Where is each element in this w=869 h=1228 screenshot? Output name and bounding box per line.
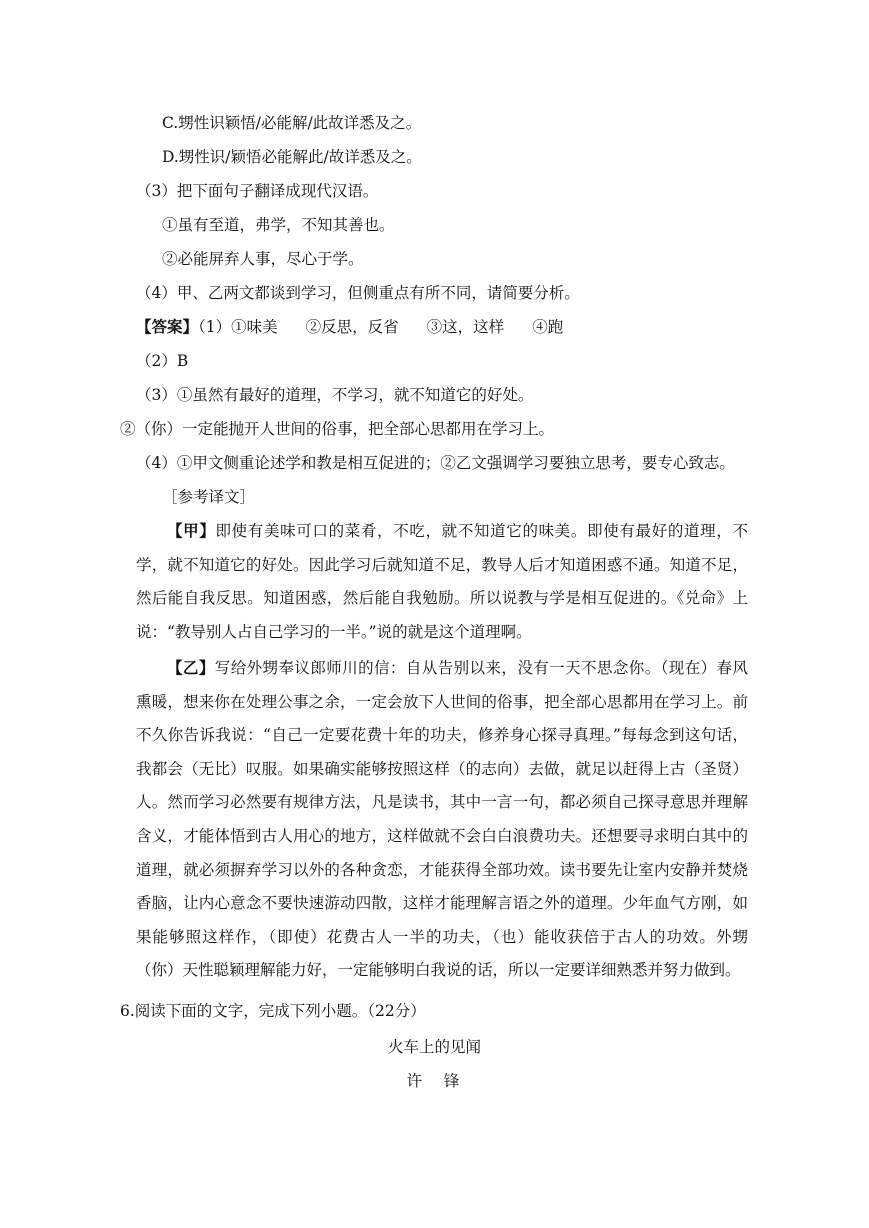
answer-1-item: ③这，这样 [426,318,505,336]
option-d: D.甥性识/颖悟必能解此/故详悉及之。 [162,148,422,166]
answer-2: （2）B [136,352,189,370]
answer-1-number: （1） [198,318,232,336]
question-3-prompt: （3）把下面句子翻译成现代汉语。 [136,182,379,200]
answer-3-part-1: （3）①虽然有最好的道理，不学习，就不知道它的好处。 [136,386,534,404]
article-author [0,1070,869,1092]
article-author-name: 许 锋 [406,1072,463,1090]
translation-jia [136,514,748,649]
answer-1-item: ②反思，反省 [305,318,399,336]
translation-heading: ［参考译文］ [162,488,256,506]
question-4-prompt: （4）甲、乙两文都谈到学习，但侧重点有所不同，请简要分析。 [136,284,580,302]
translation-jia-label: 【甲】 [167,521,216,540]
option-c: C.甥性识颖悟/必能解/此故详悉及之。 [162,114,422,132]
answer-1-item: ④跑 [532,318,564,336]
question-3-sentence-1: ①虽有至道，弗学，不知其善也。 [162,216,395,234]
answer-1 [136,316,563,338]
answer-4: （4）①甲文侧重论述学和教是相互促进的；②乙文强调学习要独立思考，要专心致志。 [136,454,735,472]
translation-jia-text: 即使有美味可口的菜肴，不吃，就不知道它的味美。即使有最好的道理，不学，就不知道它的好处。因此学习后就知道不足，教导人后才知道困惑不通。知道不足，然后能自我反思。知道困惑，然后能自我勉励。所以说教与学是相互促进的。《兑命》上说：“教导别人占自己学习的一半。”说的就是这个道理啊。 [136,522,748,641]
translation-yi-label: 【乙】 [167,658,215,677]
translation-yi-text: 写给外甥奉议郎师川的信：自从告别以来，没有一天不思念你。（现在）春风熏暖，想来你在处理公事之余，一定会放下人世间的俗事，把全部心思都用在学习上。前不久你告诉我说：“自己一定要花费十年的功夫，修养身心探寻真理。”每每念到这句话，我都会（无比）叹服。如果确实能够按照这样（的志向）去做，就足以赶得上古（圣贤）人。然而学习必然要有规律方法，凡是读书，其中一言一句，都必须自己探寻意思并理解含义，才能体悟到古人用心的地方，这样做就不会白白浪费功夫。还想要寻求明白其中的道理，就必须摒弃学习以外的各种贪恋，才能获得全部功效。读书要先让室内安静并焚烧香脑，让内心意念不要快速游动四散，这样才能理解言语之外的道理。少年血气方刚，如果能够照这样作，（即使）花费古人一半的功夫，（也）能收获倍于古人的功效。外甥（你）天性聪颖理解能力好，一定能够明白我说的话，所以一定要详细熟悉并努力做到。 [136,659,748,980]
answer-1-item: ①味美 [231,318,278,336]
question-6-prompt: 6.阅读下面的文字，完成下列小题。（22分） [120,1002,426,1020]
translation-yi [136,651,748,988]
answer-label: 【答案】 [136,317,199,336]
article-title: 火车上的见闻 [387,1038,481,1056]
question-3-sentence-2: ②必能屏弃人事，尽心于学。 [162,250,364,268]
answer-3-part-2: ②（你）一定能抛开人世间的俗事，把全部心思都用在学习上。 [120,420,555,438]
